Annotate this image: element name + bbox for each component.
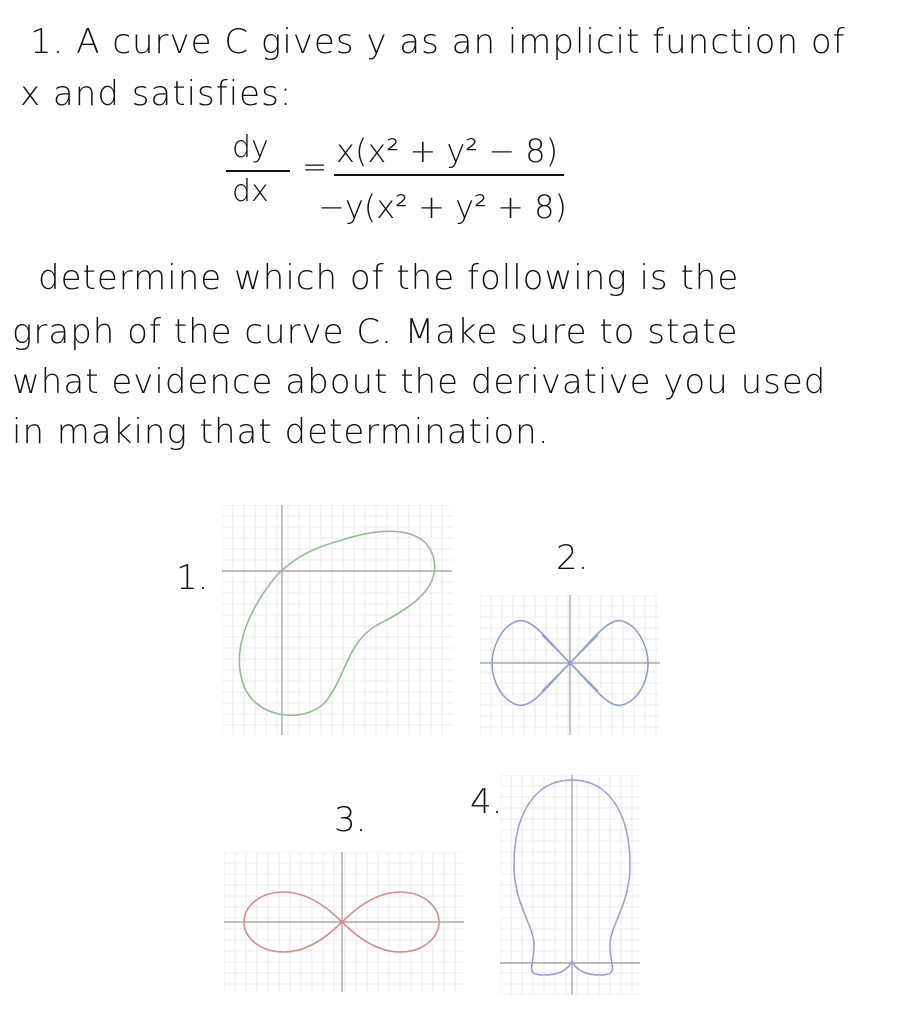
problem-line-2: x and satisfies: — [20, 74, 293, 114]
body-line-3: what evidence about the derivative you used — [12, 362, 827, 402]
option-4-label: 4. — [470, 782, 503, 822]
lhs-fraction-bar — [226, 170, 290, 172]
derivative-equation — [226, 130, 586, 250]
option-2-label: 2. — [556, 538, 589, 578]
body-line-4: in making that determination. — [12, 412, 550, 452]
equals-sign: = — [302, 150, 328, 185]
body-line-2: graph of the curve C. Make sure to state — [12, 312, 739, 352]
option-4-graph[interactable] — [500, 775, 640, 995]
curve-option-1 — [239, 531, 434, 715]
rhs-fraction-bar — [334, 174, 564, 176]
lhs-numerator: dy — [232, 130, 269, 165]
problem-line-1: 1. A curve C gives y as an implicit function of — [30, 22, 846, 62]
option-2-graph[interactable] — [480, 595, 660, 735]
graph-grid — [222, 505, 452, 735]
rhs-numerator: x(x² + y² − 8) — [336, 132, 559, 170]
option-3-graph[interactable] — [224, 852, 464, 992]
graph-grid — [500, 775, 640, 995]
rhs-denominator: −y(x² + y² + 8) — [318, 188, 567, 226]
option-3-label: 3. — [334, 800, 367, 840]
option-1-label: 1. — [176, 558, 209, 598]
option-1-graph[interactable] — [222, 505, 452, 735]
body-line-1: determine which of the following is the — [38, 258, 740, 298]
lhs-denominator: dx — [232, 174, 269, 209]
